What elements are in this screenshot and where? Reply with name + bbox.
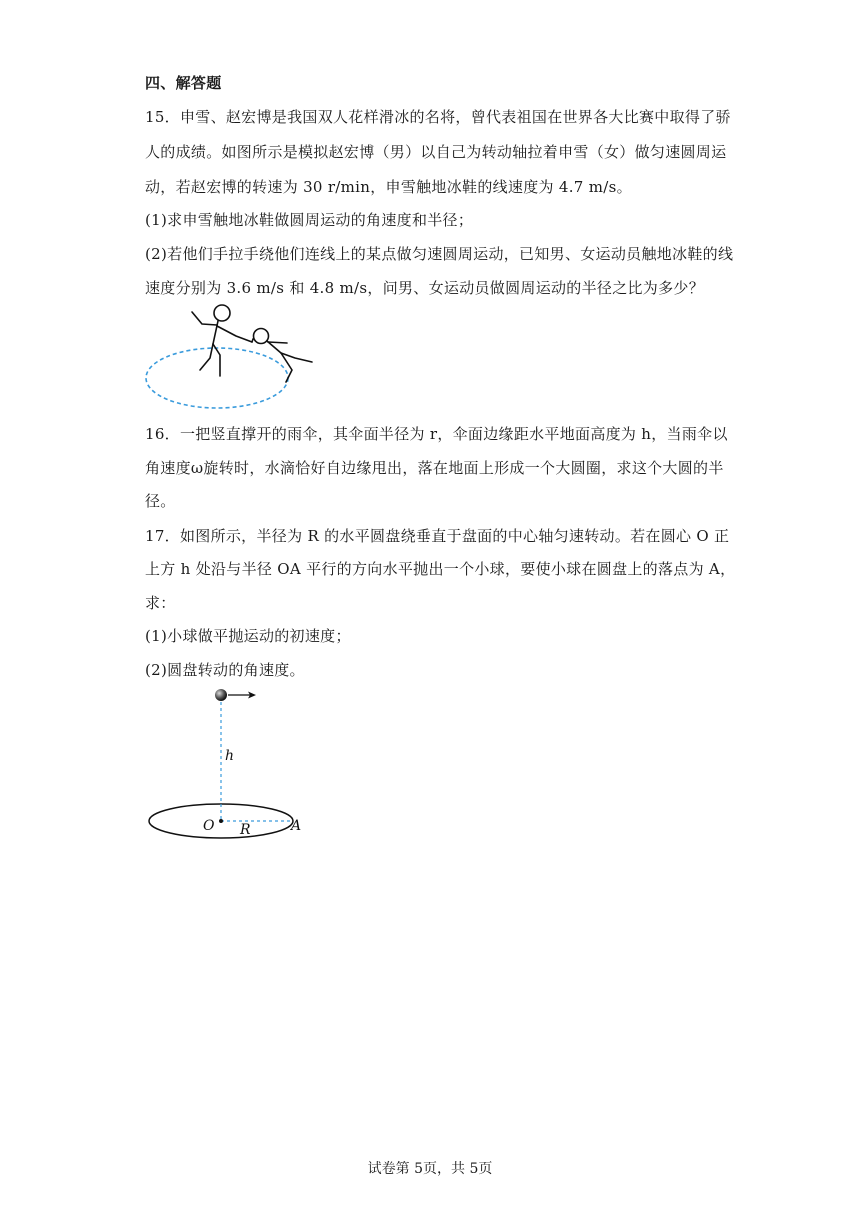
q15-part-2-line-1: (2)若他们手拉手绕他们连线上的某点做匀速圆周运动，已知男、女运动员触地冰鞋的线 (145, 245, 734, 263)
skating-path-ellipse (146, 348, 288, 408)
q17-text-line-2: 上方 h 处沿与半径 OA 平行的方向水平抛出一个小球，要使小球在圆盘上的落点为 A， (145, 560, 736, 578)
center-point (219, 819, 223, 823)
section-heading: 四、解答题 (145, 74, 222, 92)
q17-part-2: (2)圆盘转动的角速度。 (145, 661, 305, 679)
q16-text-line-2: 角速度ω旋转时，水滴恰好自边缘甩出，落在地面上形成一个大圆圈，求这个大圆的半 (145, 459, 724, 477)
q16-text-line-1: 16．一把竖直撑开的雨伞，其伞面半径为 r，伞面边缘距水平地面高度为 h，当雨伞以 (145, 425, 728, 443)
label-R: R (240, 822, 251, 838)
male-skater-figure (192, 305, 252, 376)
q15-part-1: (1)求申雪触地冰鞋做圆周运动的角速度和半径； (145, 211, 474, 229)
skaters-figure (140, 300, 340, 415)
q17-text-line-3: 求： (145, 594, 176, 612)
q15-part-2-line-2: 速度分别为 3.6 m/s 和 4.8 m/s，问男、女运动员做圆周运动的半径之比为多少？ (145, 279, 705, 297)
q15-text-line-2: 人的成绩。如图所示是模拟赵宏博（男）以自己为转动轴拉着申雪（女）做匀速圆周运 (145, 143, 727, 161)
q15-text-line-1: 15．申雪、赵宏博是我国双人花样滑冰的名将，曾代表祖国在世界各大比赛中取得了骄 (145, 108, 731, 126)
female-skater-figure (252, 329, 312, 383)
q17-part-1: (1)小球做平抛运动的初速度； (145, 627, 351, 645)
label-O: O (203, 818, 215, 834)
q15-text-line-3: 动，若赵宏博的转速为 30 r/min，申雪触地冰鞋的线速度为 4.7 m/s。 (145, 178, 632, 196)
label-A: A (291, 818, 302, 834)
q17-text-line-1: 17．如图所示，半径为 R 的水平圆盘绕垂直于盘面的中心轴匀速转动。若在圆心 O 正 (145, 527, 730, 545)
q16-text-line-3: 径。 (145, 492, 176, 510)
ball-icon (215, 689, 227, 701)
disk-projectile-figure (140, 680, 320, 845)
label-h: h (225, 748, 235, 764)
page-footer: 试卷第 5页，共 5页 (367, 1161, 493, 1177)
